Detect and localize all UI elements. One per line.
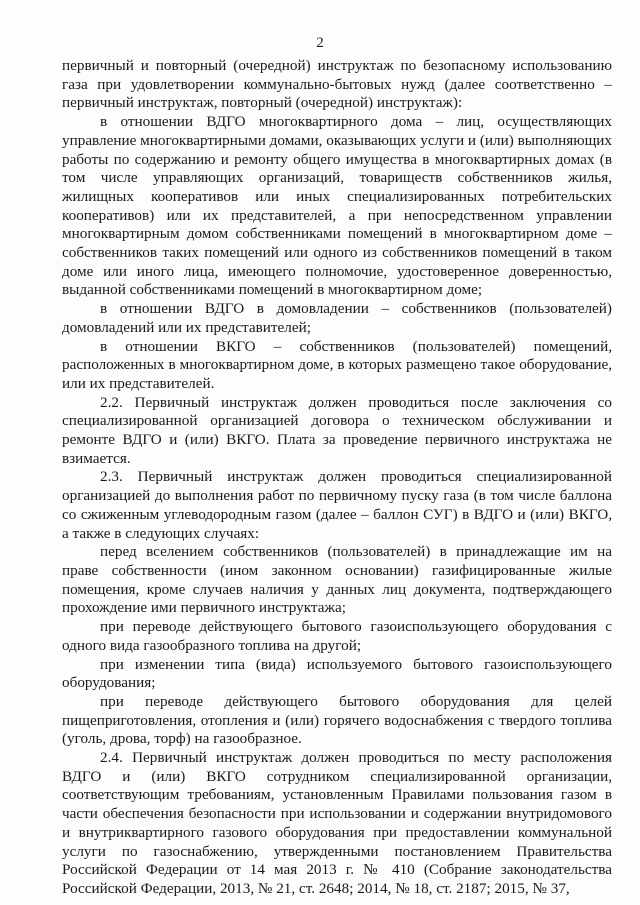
paragraph-solid-to-gas: при переводе действующего бытового оборудования для целей пищеприготовления, отопления и (или) горячего водоснабжения с твердого топлива (уголь, дрова, торф) на газообразное. — [62, 692, 612, 748]
paragraph-2-4: 2.4. Первичный инструктаж должен проводиться по месту расположения ВДГО и (или) ВКГО сотрудником специализированной организации, соответствующим требованиям, установленным Правилами пользования газом в части обеспечения безопасности при использовании и содержании внутридомового и внутриквартирного газового оборудования при предоставлении коммунальной услуги по газоснабжению, утвержденными постановлением Правительства Российской Федерации от 14 мая 2013 г. № 410 (Собрание законодательства Российской Федерации, 2013, № 21, ст. 2648; 2014, № 18, ст. 2187; 2015, № 37, — [62, 749, 612, 897]
paragraph-vdgo-apartment-building: в отношении ВДГО многоквартирного дома – лиц, осуществляющих управление многоквартирными домами, оказывающих услуги и (или) выполняющих работы по содержанию и ремонту общего имущества в многоквартирных домах (в том числе управляющих организаций, товариществ собственников жилья, жилищных кооперативов или иных специализированных потребительских кооперативов) или их представителей, а при непосредственном управлении многоквартирным домом собственниками помещений в многоквартирном доме – собственников таких помещений или одного из собственников помещений в таком доме или иного лица, имеющего полномочие, удостоверенное доверенностью, выданной собственниками помещений в многоквартирном доме; — [62, 113, 612, 299]
paragraph-fuel-conversion: при переводе действующего бытового газоиспользующего оборудования с одного вида газообразного топлива на другой; — [62, 618, 612, 654]
document-body — [62, 57, 612, 899]
paragraph-vdgo-household: в отношении ВДГО в домовладении – собственников (пользователей) домовладений или их представителей; — [62, 300, 612, 336]
paragraph-vkgo: в отношении ВКГО – собственников (пользователей) помещений, расположенных в многоквартирном доме, в которых размещено такое оборудование, или их представителей. — [62, 337, 612, 392]
paragraph-2-2: 2.2. Первичный инструктаж должен проводиться после заключения со специализированной организацией договора о техническом обслуживании и ремонте ВДГО и (или) ВКГО. Плата за проведение первичного инструктажа не взимается. — [62, 393, 612, 467]
page-number: 2 — [316, 35, 324, 51]
paragraph-equipment-type-change: при изменении типа (вида) используемого бытового газоиспользующего оборудования; — [62, 655, 612, 692]
paragraph-before-moving-in: перед вселением собственников (пользователей) в принадлежащие им на праве собственности (ином законном основании) газифицированные жилые помещения, кроме случаев наличия у данных лиц документа, подтверждающего прохождение ими первичного инструктажа; — [62, 543, 612, 617]
paragraph-2-3: 2.3. Первичный инструктаж должен проводиться специализированной организацией до выполнения работ по первичному пуску газа (в том числе баллона со сжиженным углеводородным газом (далее – баллон СУГ) в ВДГО и (или) ВКГО, а также в следующих случаях: — [62, 468, 612, 542]
paragraph-intro: первичный и повторный (очередной) инструктаж по безопасному использованию газа при удовлетворении коммунально-бытовых нужд (далее соответственно – первичный инструктаж, повторный (очередной) инструктаж): — [62, 57, 612, 112]
